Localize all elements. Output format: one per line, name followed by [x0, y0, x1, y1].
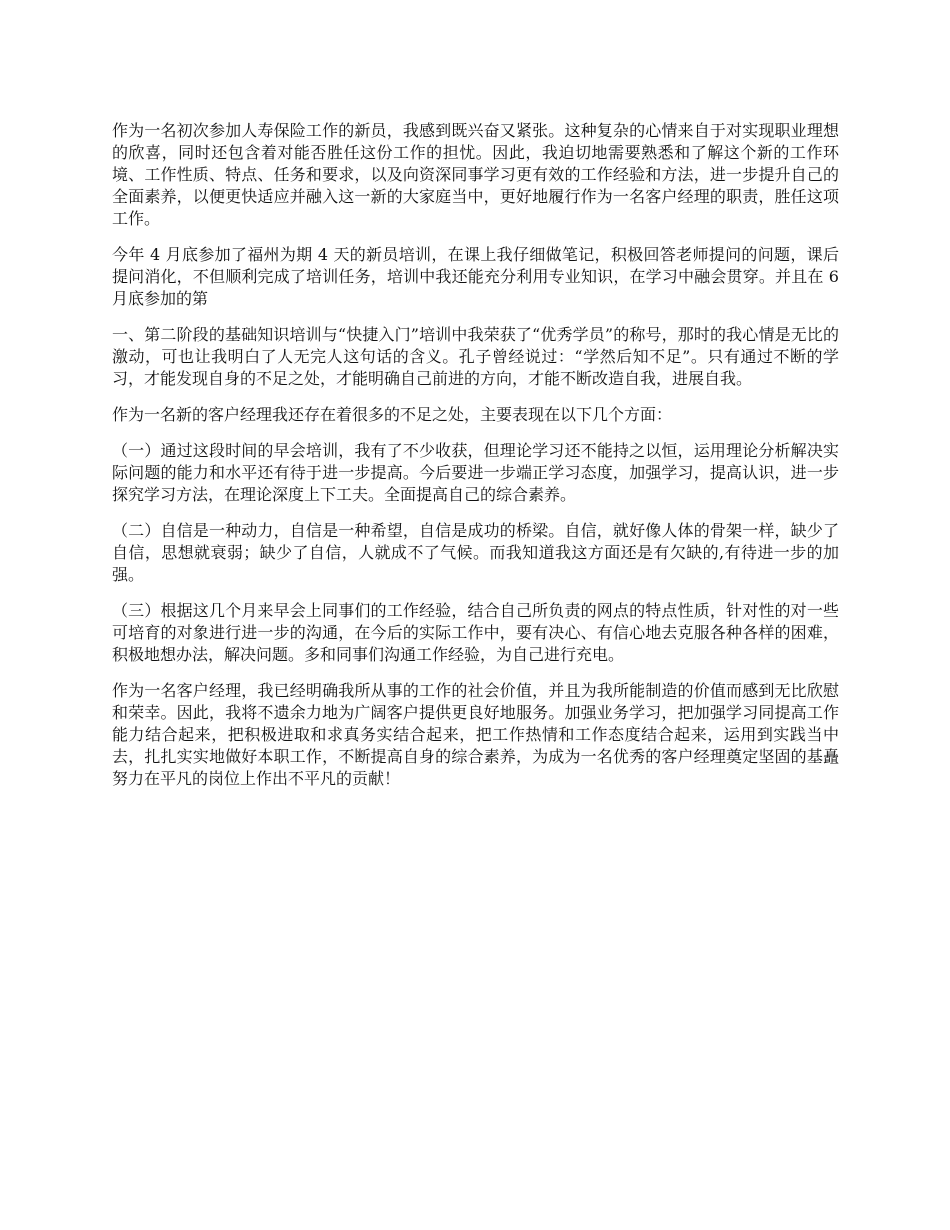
- paragraph-shortcomings: 作为一名新的客户经理我还存在着很多的不足之处，主要表现在以下几个方面：: [112, 405, 673, 424]
- paragraph-intro: 作为一名初次参加人寿保险工作的新员，我感到既兴奋又紧张。这种复杂的心情来自于对实现职业理想的欣喜，同时还包含着对能否胜任这份工作的担忧。因此，我迫切地需要熟悉和了解这个新的工作环境、工作性质、特点、任务和要求，以及向资深同事学习更有效的工作经验和方法，进一步提升自己的全面素养，以便更快适应并融入这一新的大家庭当中，更好地履行作为一名客户经理的职责，胜任这项工作。: [112, 121, 839, 228]
- paragraph-conclusion: 作为一名客户经理，我已经明确我所从事的工作的社会价值，并且为我所能制造的价值而感到无比欣慰和荣幸。因此，我将不遗余力地为广阔客户提供更良好地服务。加强业务学习，把加强学习同提高工作能力结合起来，把积极进取和求真务实结合起来，把工作热情和工作态度结合起来，运用到实践当中去，扎扎实实地做好本职工作，不断提高自身的综合素养，为成为一名优秀的客户经理奠定坚固的基矗努力在平凡的岗位上作出不平凡的贡献！: [112, 681, 839, 788]
- paragraph-point-three: （三）根据这几个月来早会上同事们的工作经验，结合自己所负责的网点的特点性质，针对性的对一些可培育的对象进行进一步的沟通，在今后的实际工作中，要有决心、有信心地去克服各种各样的困难，积极地想办法，解决问题。多和同事们沟通工作经验，为自己进行充电。: [112, 601, 839, 664]
- paragraph-point-one: （一）通过这段时间的早会培训，我有了不少收获，但理论学习还不能持之以恒，运用理论分析解决实际问题的能力和水平还有待于进一步提高。今后要进一步端正学习态度，加强学习，提高认识，进一步探究学习方法，在理论深度上下工夫。全面提高自己的综合素养。: [112, 441, 839, 504]
- paragraph-point-two: （二）自信是一种动力，自信是一种希望，自信是成功的桥梁。自信，就好像人体的骨架一样，缺少了自信，思想就衰弱；缺少了自信，人就成不了气候。而我知道我这方面还是有欠缺的,有待进一步的加强。: [112, 521, 839, 584]
- document-body: [112, 120, 839, 804]
- paragraph-training: 今年 4 月底参加了福州为期 4 天的新员培训，在课上我仔细做笔记，积极回答老师提问的问题，课后提问消化，不但顺利完成了培训任务，培训中我还能充分利用专业知识，在学习中融会贯穿。并且在 6 月底参加的第: [112, 245, 839, 308]
- paragraph-award: 一、第二阶段的基础知识培训与“快捷入门”培训中我荣获了“优秀学员”的称号，那时的我心情是无比的激动，可也让我明白了人无完人这句话的含义。孔子曾经说过：“学然后知不足”。只有通过不断的学习，才能发现自身的不足之处，才能明确自己前进的方向，才能不断改造自我，进展自我。: [112, 325, 839, 388]
